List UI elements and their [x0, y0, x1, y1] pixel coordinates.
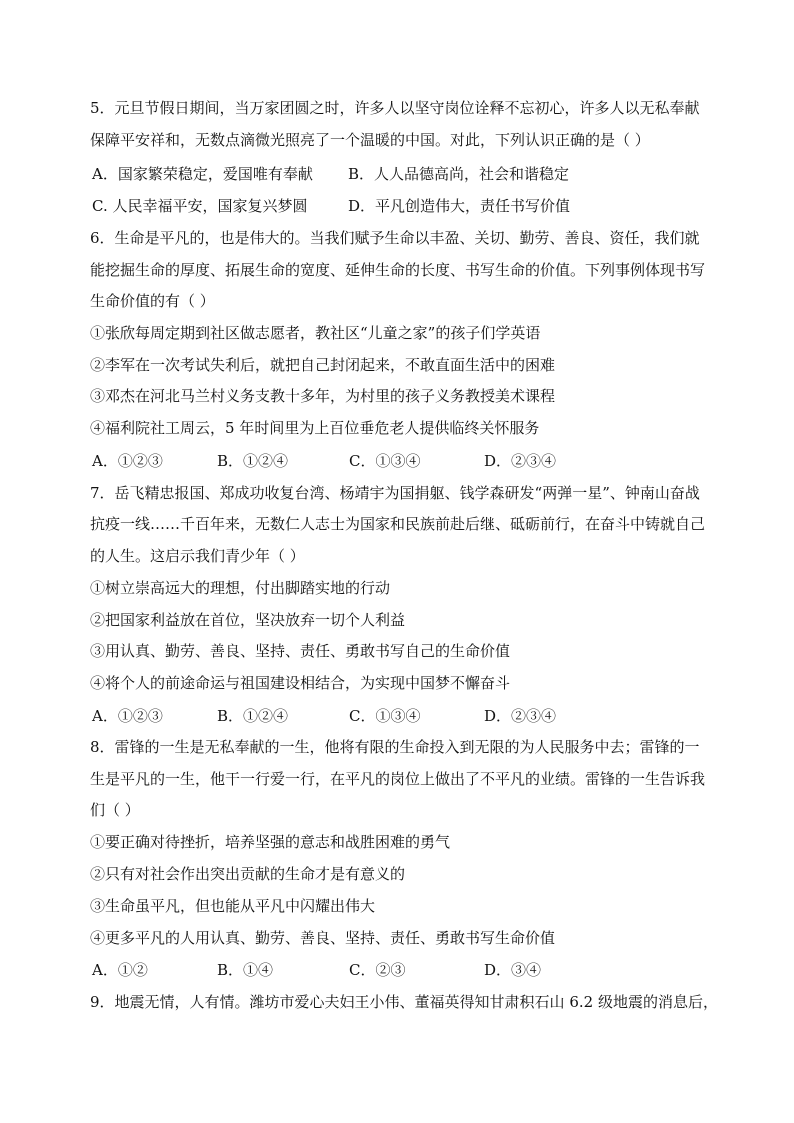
- q7-statement-2: ②把国家利益放在首位，坚决放弃一切个人利益: [90, 611, 406, 629]
- q8-statement-3: ③生命虽平凡，但也能从平凡中闪耀出伟大: [90, 897, 376, 915]
- q6-statement-4: ④福利院社工周云，5 年时间里为上百位垂危老人提供临终关怀服务: [90, 419, 540, 437]
- q6-statement-2: ②李军在一次考试失利后，就把自己封闭起来，不敢直面生活中的困难: [90, 356, 556, 374]
- q6-option-b: B．①②④: [217, 452, 289, 470]
- q5-option-c: C. 人民幸福平安，国家复兴梦圆: [92, 197, 308, 215]
- q8-line-3: 们（ ）: [90, 801, 140, 819]
- q8-statement-4: ④更多平凡的人用认真、勤劳、善良、坚持、责任、勇敢书写生命价值: [90, 929, 556, 947]
- q6-statement-1: ①张欣每周定期到社区做志愿者，教社区“儿童之家”的孩子们学英语: [90, 324, 541, 342]
- q6-line-3: 生命价值的有（ ）: [90, 292, 215, 310]
- q7-statement-1: ①树立崇高远大的理想，付出脚踏实地的行动: [90, 579, 391, 597]
- q6-line-2: 能挖掘生命的厚度、拓展生命的宽度、延伸生命的长度、书写生命的价值。下列事例体现书写: [90, 261, 706, 279]
- q9-line-1: 9．地震无情，人有情。潍坊市爱心夫妇王小伟、董福英得知甘肃积石山 6.2 级地震的消息后，: [90, 993, 718, 1011]
- q6-option-a: A．①②③: [92, 452, 163, 470]
- q7-line-2: 抗疫一线……千百年来，无数仁人志士为国家和民族前赴后继、砥砺前行，在奋斗中铸就自己: [90, 515, 706, 533]
- q5-option-a: A．国家繁荣稳定，爱国唯有奉献: [92, 165, 313, 183]
- q7-statement-4: ④将个人的前途命运与祖国建设相结合，为实现中国梦不懈奋斗: [90, 674, 511, 692]
- q5-line-1: 5．元旦节假日期间，当万家团圆之时，许多人以坚守岗位诠释不忘初心，许多人以无私奉献: [90, 99, 700, 117]
- q7-option-b: B．①②④: [217, 707, 289, 725]
- q7-option-c: C．①③④: [349, 707, 421, 725]
- q7-line-3: 的人生。这启示我们青少年（ ）: [90, 547, 305, 565]
- q6-line-1: 6．生命是平凡的，也是伟大的。当我们赋予生命以丰盈、关切、勤劳、善良、资任，我们就: [90, 229, 700, 247]
- q8-statement-2: ②只有对社会作出突出贡献的生命才是有意义的: [90, 865, 406, 883]
- q8-option-b: B．①④: [217, 961, 274, 979]
- q6-option-d: D．②③④: [484, 452, 557, 470]
- q8-line-1: 8．雷锋的一生是无私奉献的一生，他将有限的生命投入到无限的为人民服务中去；雷锋的一: [90, 738, 700, 756]
- q5-line-2: 保障平安祥和，无数点滴微光照亮了一个温暖的中国。对此，下列认识正确的是（ ）: [90, 131, 650, 149]
- q5-option-d: D．平凡创造伟大，责任书写价值: [348, 197, 571, 215]
- q8-option-c: C．②③: [349, 961, 406, 979]
- q7-line-1: 7．岳飞精忠报国、郑成功收复台湾、杨靖宇为国捐躯、钱学森研发“两弹一星”、钟南山奋战: [90, 484, 700, 502]
- q7-statement-3: ③用认真、勤劳、善良、坚持、责任、勇敢书写自己的生命价值: [90, 642, 511, 660]
- q7-option-a: A．①②③: [92, 707, 163, 725]
- q8-line-2: 生是平凡的一生，他干一行爱一行，在平凡的岗位上做出了不平凡的业绩。雷锋的一生告诉我: [90, 770, 706, 788]
- q8-option-a: A．①②: [92, 961, 148, 979]
- q6-option-c: C．①③④: [349, 452, 421, 470]
- q7-option-d: D．②③④: [484, 707, 557, 725]
- q6-statement-3: ③邓杰在河北马兰村义务支教十多年，为村里的孩子义务教授美术课程: [90, 387, 556, 405]
- q5-option-b: B．人人品德高尚，社会和谐稳定: [348, 165, 570, 183]
- q8-statement-1: ①要正确对待挫折，培养坚强的意志和战胜困难的勇气: [90, 833, 451, 851]
- q8-option-d: D．③④: [484, 961, 542, 979]
